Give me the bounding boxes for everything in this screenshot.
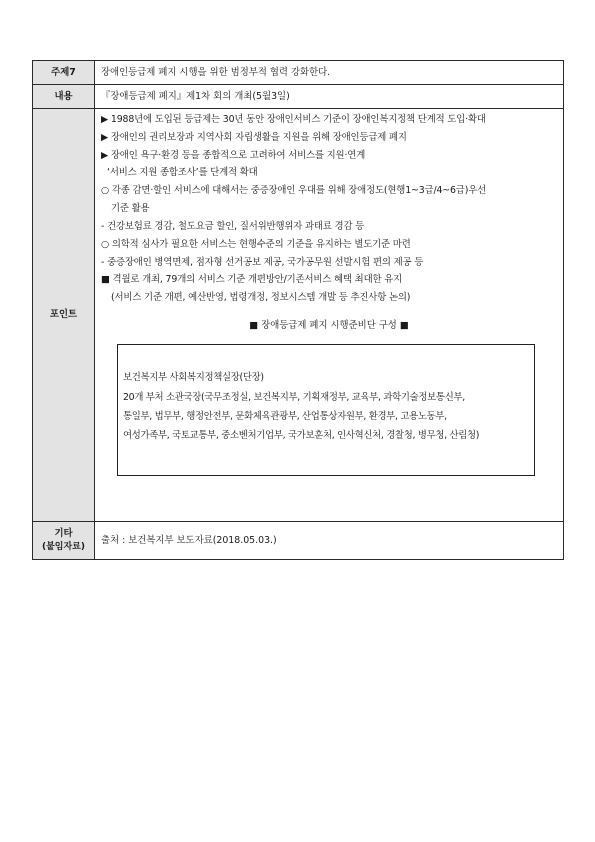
topic-label: 주제7 — [33, 61, 95, 85]
etc-label-sub: (붙임자료) — [41, 541, 85, 552]
points-body — [95, 109, 563, 521]
points-row — [33, 109, 564, 522]
org-line: 통일부, 법무부, 행정안전부, 문화체육관광부, 산업통상자원부, 환경부, 고용노동부, — [123, 410, 447, 422]
point-line: ▶ 장애인 욕구·환경 등을 종합적으로 고려하여 서비스를 지원·연계 — [101, 149, 366, 161]
topic-row — [33, 61, 564, 85]
topic-text: 장애인등급제 폐지 시행을 위한 범정부적 협력 강화한다. — [95, 61, 564, 85]
point-line: - 중증장애인 병역면제, 점자형 선거공보 제공, 국가공무원 선발시험 편의 제공 등 — [101, 256, 424, 268]
etc-label-main: 기타 — [54, 528, 73, 540]
org-line: 보건복지부 사회복지정책실장(단장) — [123, 372, 264, 384]
content-row — [33, 85, 564, 109]
point-line: ■ 격월로 개최, 79개의 서비스 기준 개편방안/기존서비스 혜택 최대한 유지 — [101, 274, 403, 286]
point-line: 기준 활용 — [111, 203, 150, 215]
org-box — [117, 344, 535, 476]
point-line: ‘서비스 지원 종합조사’를 단계적 확대 — [107, 167, 258, 179]
point-line: - 건강보험료 경감, 철도요금 할인, 질서위반행위자 과태료 경감 등 — [101, 220, 365, 232]
points-label: 포인트 — [33, 109, 95, 522]
etc-text: 출처 : 보건복지부 보도자료(2018.05.03.) — [95, 522, 564, 560]
org-box-title: ■ 장애등급제 폐지 시행준비단 구성 ■ — [249, 319, 409, 331]
summary-table — [32, 60, 564, 560]
point-line: ▶ 장애인의 권리보장과 지역사회 자립생활을 지원을 위해 장애인등급제 폐지 — [101, 131, 407, 143]
content-text: 『장애등급제 폐지』제1차 회의 개최(5월3일) — [95, 85, 564, 109]
point-line: ▶ 1988년에 도입된 등급제는 30년 동안 장애인서비스 기준이 장애인복지정책 단계적 도입·확대 — [101, 114, 486, 125]
point-line: ○ 의학적 심사가 필요한 서비스는 현행수준의 기준을 유지하는 별도기준 마련 — [101, 238, 411, 250]
point-line: ○ 각종 감면·할인 서비스에 대해서는 중증장애인 우대를 위해 장애정도(현행1~3급/4~6급)우선 — [101, 185, 487, 197]
content-label: 내용 — [33, 85, 95, 109]
etc-label — [33, 522, 95, 560]
org-line: 여성가족부, 국토교통부, 중소벤처기업부, 국가보훈처, 인사혁신처, 경찰청, 병무청, 산림청) — [123, 430, 480, 442]
org-line: 20개 부처 소관국장(국무조정실, 보건복지부, 기획재정부, 교육부, 과학기술정보통신부, — [123, 391, 465, 403]
etc-row — [33, 522, 564, 560]
point-line: (서비스 기준 개편, 예산반영, 법령개정, 정보시스템 개발 등 추진사항 논의) — [111, 292, 411, 304]
points-cell — [95, 109, 564, 522]
